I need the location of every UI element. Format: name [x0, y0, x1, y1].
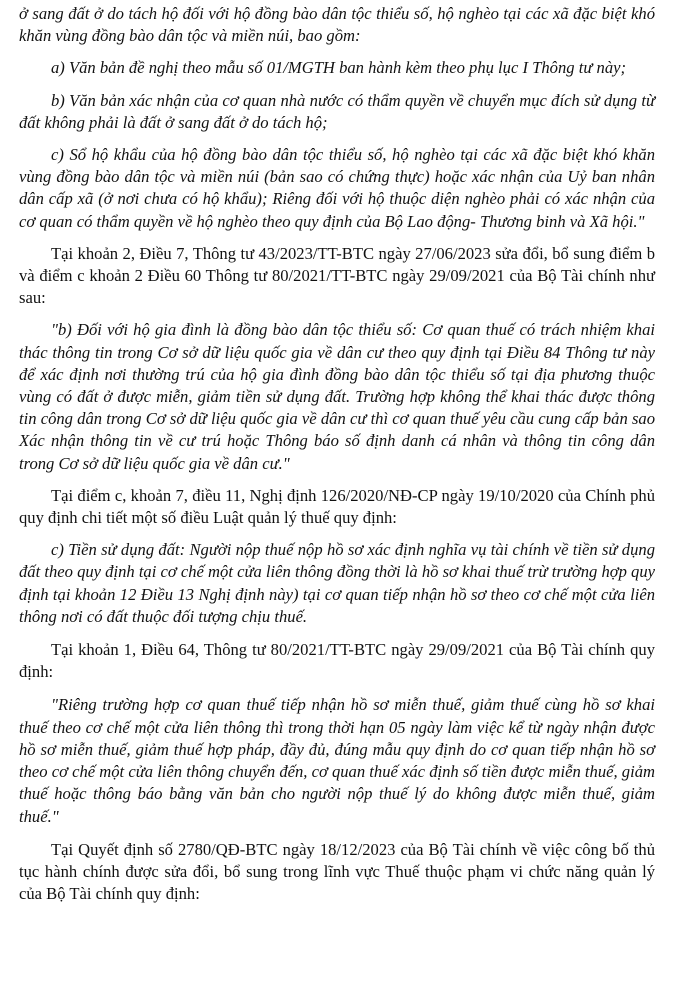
- paragraph-decision-2780: Tại Quyết định số 2780/QĐ-BTC ngày 18/12/2023 của Bộ Tài chính về việc công bố thủ tục hành chính được sửa đổi, bổ sung trong lĩnh vực Thuế thuộc phạm vi chức năng quản lý của Bộ Tài chính quy định:: [19, 839, 655, 904]
- paragraph-quote-64: "Riêng trường hợp cơ quan thuế tiếp nhận hồ sơ miễn thuế, giảm thuế cùng hồ sơ khai thuế theo cơ chế một cửa liên thông thì trong thời hạn 05 ngày làm việc kể từ ngày nhận được hồ sơ miễn thuế, giảm thuế hợp pháp, đầy đủ, đúng mẫu quy định do cơ quan tiếp nhận hồ sơ theo cơ chế một cửa liên thông chuyển đến, cơ quan thuế xác định số tiền được miễn thuế, giảm thuế hoặc thông báo bằng văn bản cho người nộp thuế lý do không được miễn thuế, giảm thuế.": [19, 695, 655, 826]
- paragraph-item-a: a) Văn bản đề nghị theo mẫu số 01/MGTH ban hành kèm theo phụ lục I Thông tư này;: [51, 58, 627, 78]
- paragraph-circular-43: Tại khoản 2, Điều 7, Thông tư 43/2023/TT-BTC ngày 27/06/2023 sửa đổi, bổ sung điểm b và điểm c khoản 2 Điều 60 Thông tư 80/2021/TT-BTC ngày 29/09/2021 của Bộ Tài chính như sau:: [19, 243, 655, 308]
- paragraph-quote-c: c) Tiền sử dụng đất: Người nộp thuế nộp hồ sơ xác định nghĩa vụ tài chính về tiền sử dụng đất theo quy định tại cơ chế một cửa liên thông đồng thời là hồ sơ khai thuế trừ trường hợp quy định tại khoản 12 Điều 13 Nghị định này) tại cơ quan tiếp nhận hồ sơ theo cơ chế một cửa liên thông nơi có đất thuộc đối tượng chịu thuế.: [19, 540, 656, 626]
- paragraph-item-b: b) Văn bản xác nhận của cơ quan nhà nước có thẩm quyền về chuyển mục đích sử dụng từ đất không phải là đất ở sang đất ở do tách hộ;: [19, 90, 655, 132]
- paragraph-item-c: c) Sổ hộ khẩu của hộ đồng bào dân tộc thiểu số, hộ nghèo tại các xã đặc biệt khó khăn vùng đồng bào dân tộc và miền núi (bản sao có chứng thực) hoặc xác nhận của Uỷ ban nhân dân cấp xã (ở nơi chưa có hộ khẩu); Riêng đối với hộ thuộc diện nghèo phải có xác nhận của cơ quan có thẩm quyền về hộ nghèo theo quy định của Bộ Lao động- Thương binh và Xã hội.": [19, 145, 655, 231]
- paragraph-circular-80: Tại khoản 1, Điều 64, Thông tư 80/2021/TT-BTC ngày 29/09/2021 của Bộ Tài chính quy định:: [19, 640, 655, 682]
- paragraph-decree-126: Tại điểm c, khoản 7, điều 11, Nghị định 126/2020/NĐ-CP ngày 19/10/2020 của Chính phủ quy định chi tiết một số điều Luật quản lý thuế quy định:: [19, 485, 655, 528]
- paragraph-quote-b: "b) Đối với hộ gia đình là đồng bào dân tộc thiểu số: Cơ quan thuế có trách nhiệm khai thác thông tin trong Cơ sở dữ liệu quốc gia về dân cư theo quy định tại Điều 84 Thông tư này để xác định nơi thường trú của hộ gia đình đồng bào dân tộc thiểu số tại địa phương thuộc vùng có đất ở được miễn, giảm tiền sử dụng đất. Trường hợp không thể khai thác được thông tin công dân trong Cơ sở dữ liệu quốc gia về dân cư thì cơ quan thuế yêu cầu cung cấp bản sao Xác nhận thông tin về cư trú hoặc Thông báo số định danh cá nhân và thông tin công dân trong Cơ sở dữ liệu quốc gia về dân cư.": [19, 320, 655, 473]
- paragraph-intro-continuation: ở sang đất ở do tách hộ đối với hộ đồng bào dân tộc thiểu số, hộ nghèo tại các xã đặc biệt khó khăn vùng đồng bào dân tộc và miền núi, bao gồm:: [19, 4, 655, 46]
